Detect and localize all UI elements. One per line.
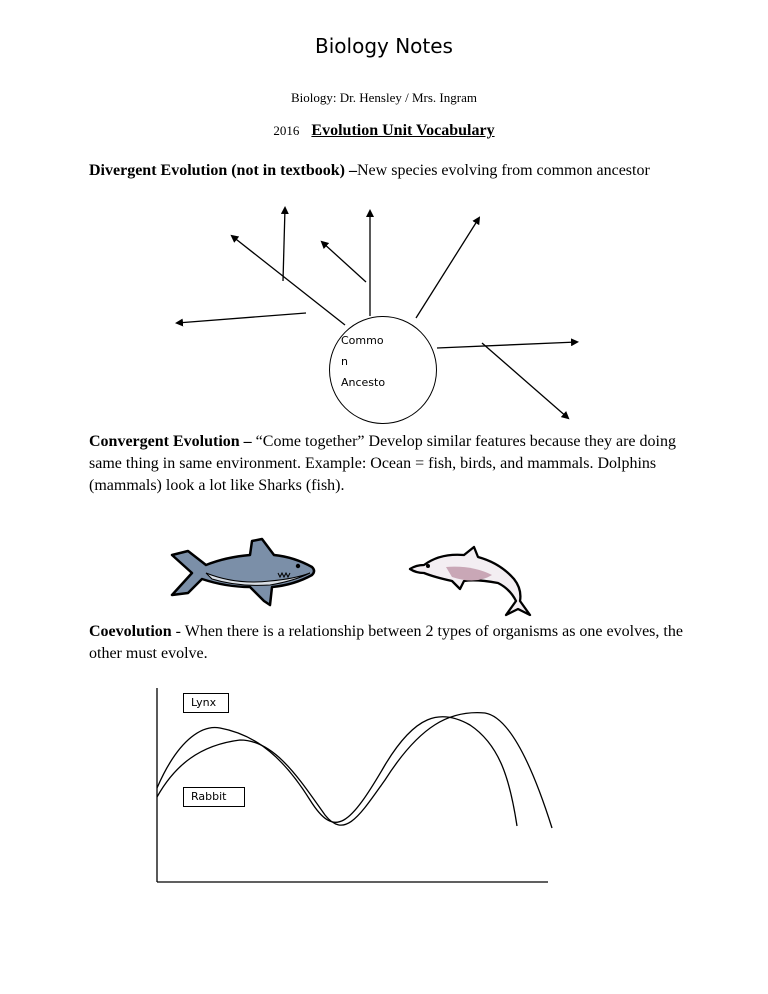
unit-year: 2016 bbox=[273, 123, 300, 138]
ancestor-label-line: Commo bbox=[341, 334, 384, 347]
ancestor-label-line: n bbox=[341, 355, 348, 368]
convergent-definition-text: “Come together” Develop similar features because they are doing same thing in same environment. Example: Ocean = fish, birds, and mammals. Dolphins (mammals) look a lot like Sharks (fish). bbox=[89, 433, 676, 494]
lynx-label-box: Lynx bbox=[183, 693, 229, 713]
unit-heading: Evolution Unit Vocabulary bbox=[311, 122, 495, 139]
convergent-term: Convergent Evolution bbox=[89, 433, 244, 450]
divergent-definition-text: New species evolving from common ancestor bbox=[357, 162, 650, 179]
coevolution-term: Coevolution bbox=[89, 623, 172, 640]
divergent-dash: – bbox=[349, 162, 357, 179]
rabbit-label-box: Rabbit bbox=[183, 787, 245, 807]
convergent-dash: – bbox=[243, 433, 256, 450]
divergent-term: Divergent Evolution (not in textbook) bbox=[89, 162, 349, 179]
course-subtitle: Biology: Dr. Hensley / Mrs. Ingram bbox=[291, 90, 477, 105]
lynx-curve bbox=[157, 717, 517, 826]
document-title: Biology Notes bbox=[315, 34, 453, 58]
coevolution-definition-text: - When there is a relationship between 2 types of organisms as one evolves, the other must evolve. bbox=[89, 623, 683, 662]
ancestor-label-line: Ancesto bbox=[341, 376, 386, 389]
